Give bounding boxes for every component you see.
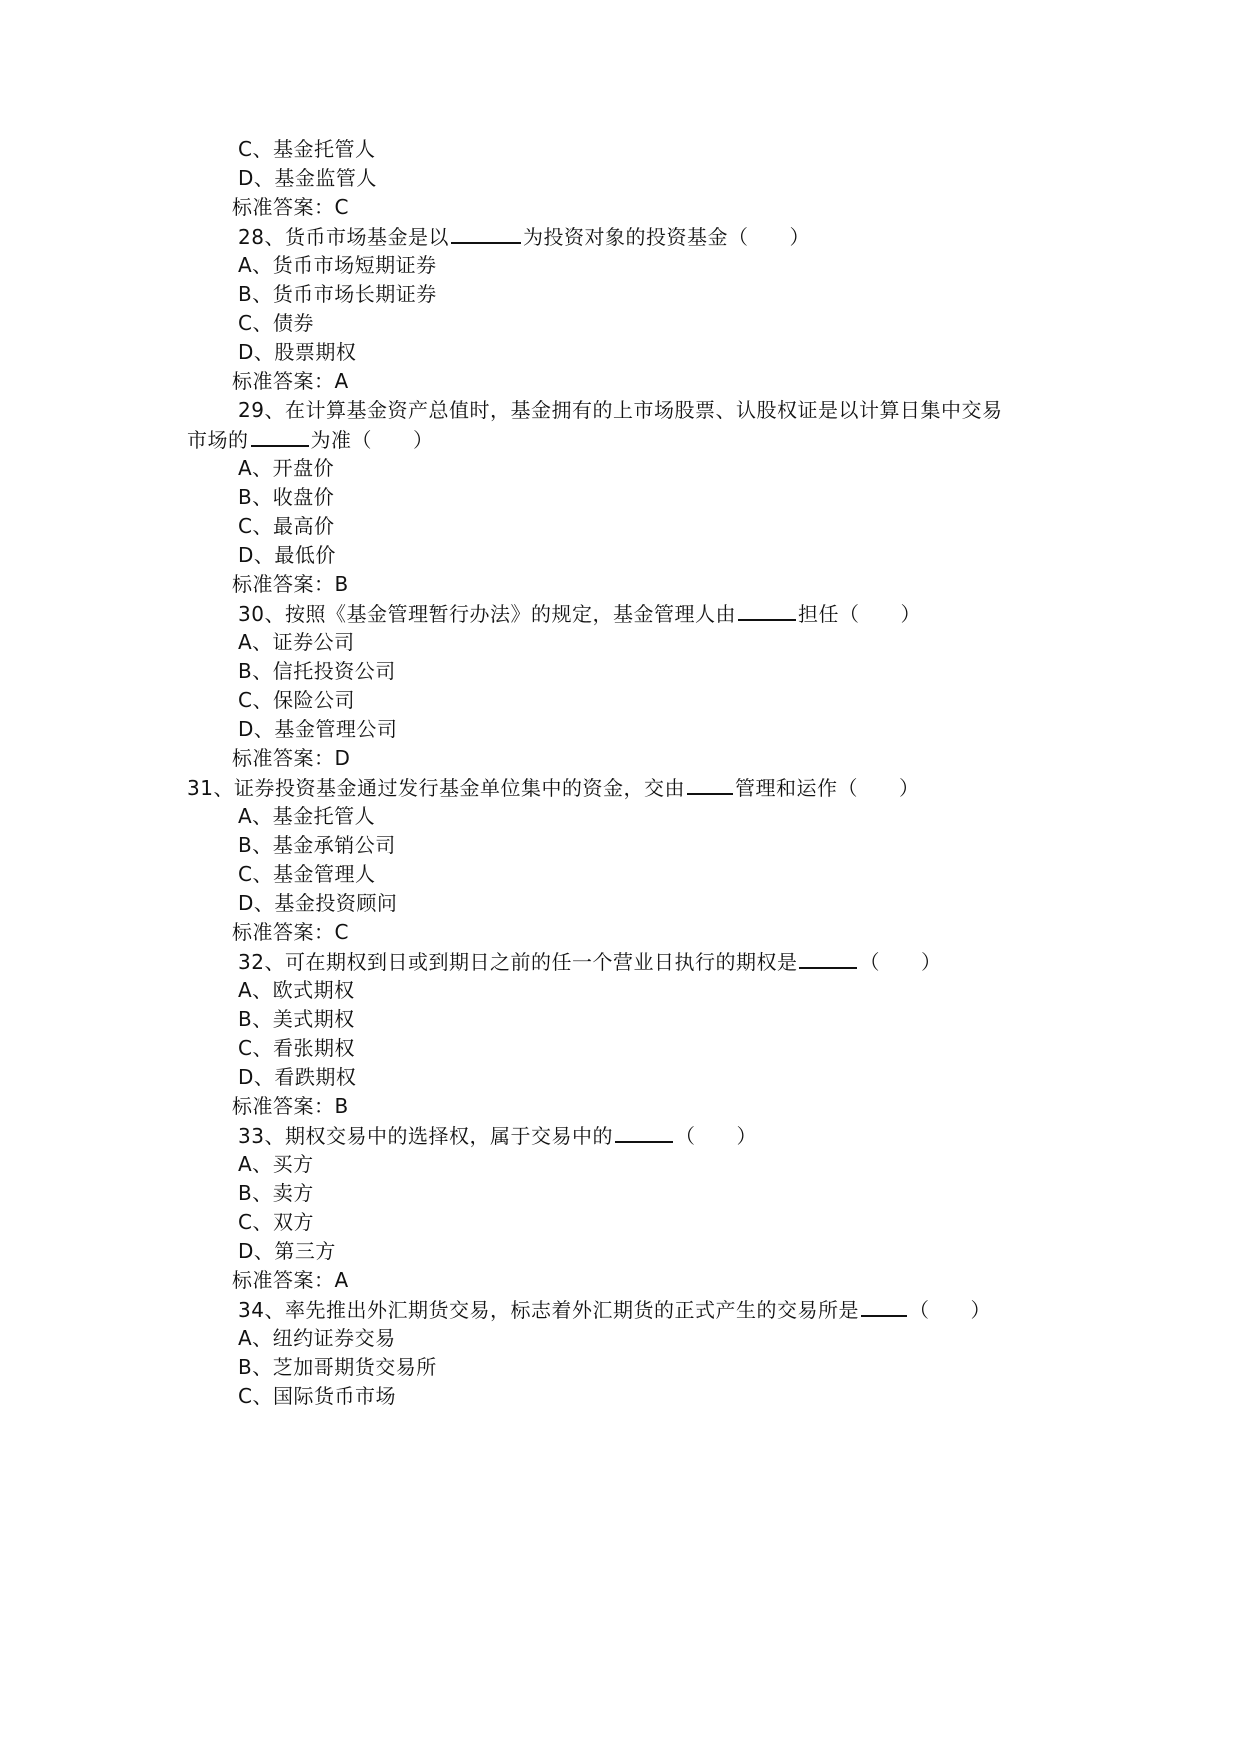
question-text: 为准（ ）	[310, 428, 434, 452]
option-a: A、买方	[238, 1152, 314, 1176]
option-a: A、货币市场短期证券	[238, 253, 437, 277]
answer-line: 标准答案：C	[232, 195, 349, 219]
answer-line: 标准答案：A	[232, 369, 349, 393]
fill-blank	[451, 220, 521, 244]
answer-line: 标准答案：B	[232, 1094, 349, 1118]
option-c: C、基金托管人	[238, 137, 376, 161]
question-29: 29、在计算基金资产总值时，基金拥有的上市场股票、认股权证是以计算日集中交易	[238, 398, 1003, 422]
question-text: 30、按照《基金管理暂行办法》的规定，基金管理人由	[238, 602, 736, 626]
option-d: D、第三方	[238, 1239, 336, 1263]
fill-blank	[799, 945, 857, 969]
question-text: 32、可在期权到日或到期日之前的任一个营业日执行的期权是	[238, 950, 798, 974]
option-a: A、欧式期权	[238, 978, 355, 1002]
option-b: B、货币市场长期证券	[238, 282, 437, 306]
question-text: 34、率先推出外汇期货交易，标志着外汇期货的正式产生的交易所是	[238, 1298, 859, 1322]
question-text: 担任（ ）	[797, 602, 921, 626]
fill-blank	[738, 597, 796, 621]
option-d: D、看跌期权	[238, 1065, 357, 1089]
option-c: C、最高价	[238, 514, 335, 538]
question-text: 为投资对象的投资基金（ ）	[522, 225, 810, 249]
fill-blank	[687, 771, 733, 795]
answer-line: 标准答案：C	[232, 920, 349, 944]
option-d: D、股票期权	[238, 340, 357, 364]
answer-line: 标准答案：D	[232, 746, 351, 770]
question-text: 管理和运作（ ）	[734, 776, 920, 800]
answer-line: 标准答案：B	[232, 572, 349, 596]
option-b: B、信托投资公司	[238, 659, 396, 683]
option-b: B、基金承销公司	[238, 833, 396, 857]
option-d: D、最低价	[238, 543, 336, 567]
question-33	[238, 1119, 757, 1152]
option-c: C、基金管理人	[238, 862, 376, 886]
question-text: 市场的	[187, 428, 249, 452]
question-text: （ ）	[908, 1298, 991, 1322]
option-a: A、纽约证券交易	[238, 1326, 396, 1350]
option-a: A、基金托管人	[238, 804, 376, 828]
question-text: （ ）	[674, 1124, 757, 1148]
option-c: C、保险公司	[238, 688, 355, 712]
question-text: 33、期权交易中的选择权，属于交易中的	[238, 1124, 613, 1148]
option-a: A、开盘价	[238, 456, 335, 480]
option-b: B、美式期权	[238, 1007, 355, 1031]
option-d: D、基金管理公司	[238, 717, 398, 741]
fill-blank	[615, 1119, 673, 1143]
option-c: C、双方	[238, 1210, 314, 1234]
option-c: C、国际货币市场	[238, 1384, 396, 1408]
option-d: D、基金监管人	[238, 166, 377, 190]
option-d: D、基金投资顾问	[238, 891, 398, 915]
option-c: C、债券	[238, 311, 314, 335]
option-b: B、卖方	[238, 1181, 314, 1205]
option-b: B、芝加哥期货交易所	[238, 1355, 437, 1379]
question-text: （ ）	[859, 950, 942, 974]
fill-blank	[251, 423, 309, 447]
answer-line: 标准答案：A	[232, 1268, 349, 1292]
option-c: C、看张期权	[238, 1036, 355, 1060]
question-text: 31、证券投资基金通过发行基金单位集中的资金，交由	[187, 776, 685, 800]
option-a: A、证券公司	[238, 630, 355, 654]
option-b: B、收盘价	[238, 485, 335, 509]
question-text: 28、货币市场基金是以	[238, 225, 449, 249]
fill-blank	[861, 1293, 907, 1317]
